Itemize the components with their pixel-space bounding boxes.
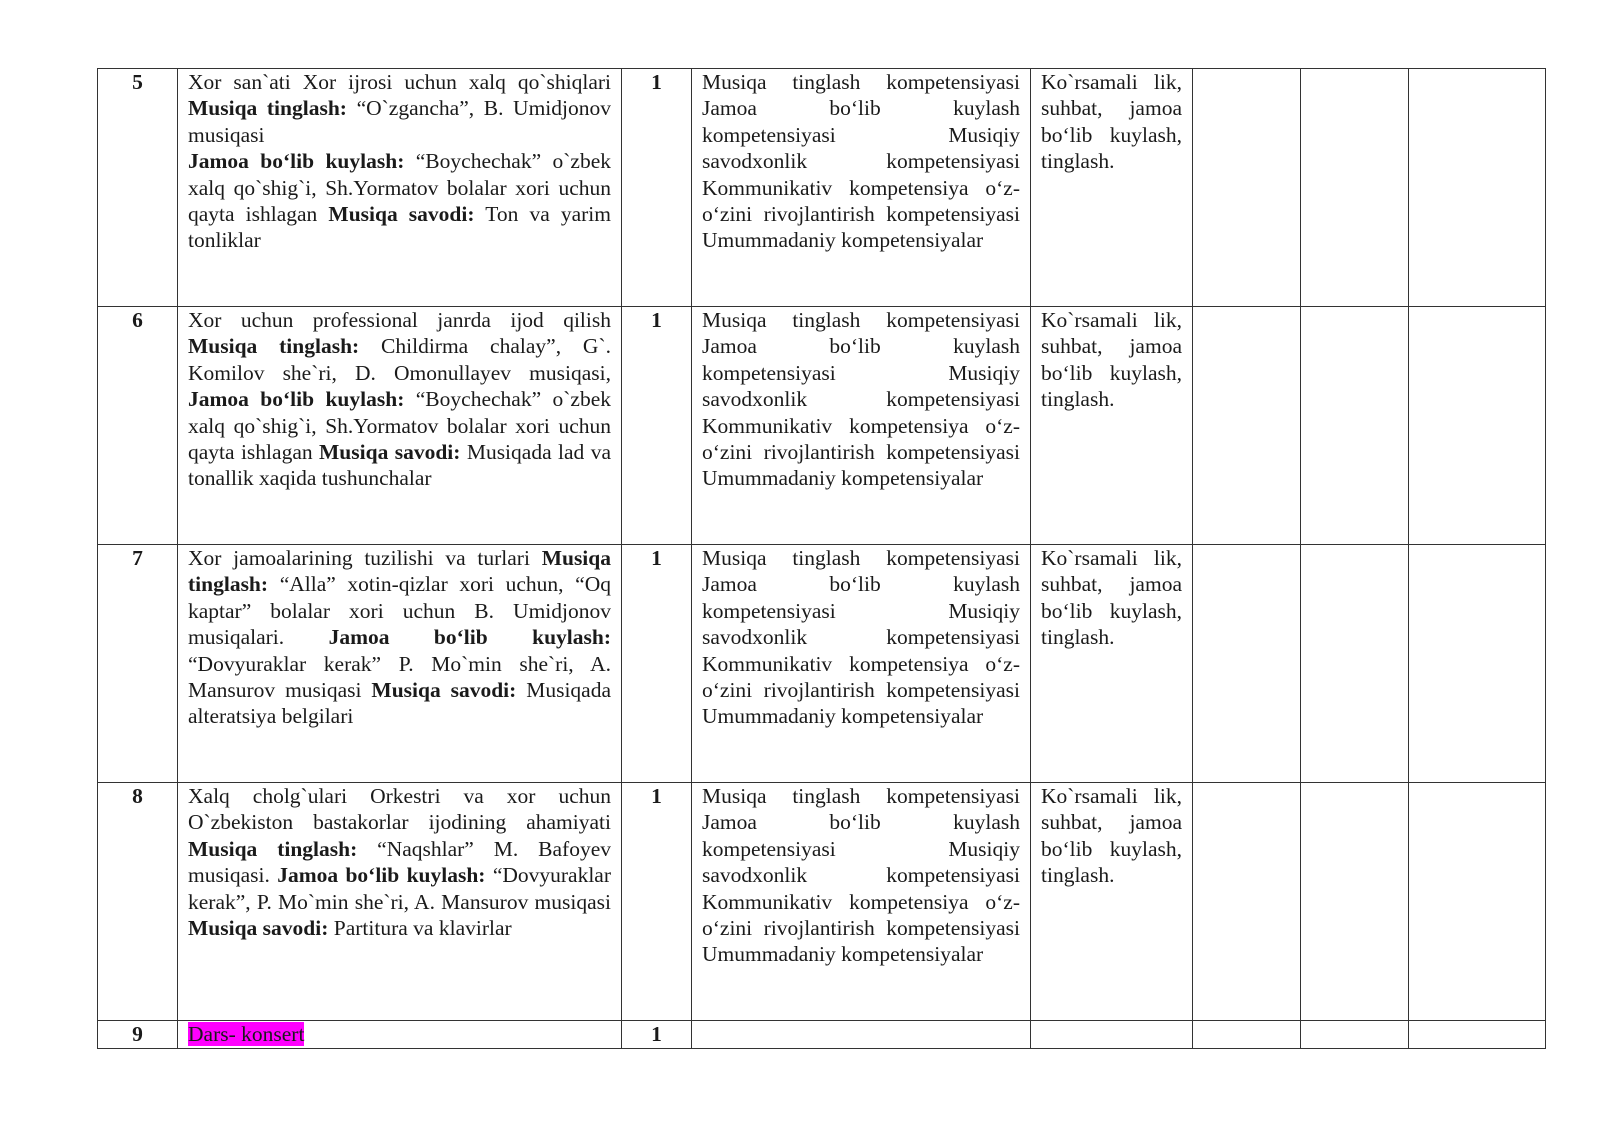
highlighted-topic: Dars- konsert bbox=[188, 1022, 305, 1046]
lesson-topic bbox=[178, 545, 622, 783]
lesson-competencies: Musiqa tinglash kompetensiyasi Jamoa bo‘lib kuylash kompetensiyasi Musiqiy savodxonlik kompetensiyasi Kommunikativ kompetensiya o‘z-o‘zini rivojlantirish kompetensiyasi Umummadaniy kompetensiyalar bbox=[692, 545, 1031, 783]
lesson-topic bbox=[178, 1021, 622, 1049]
singing-text: “Dovyuraklar kerak”, P. Mo`min she`ri, A. Mansurov musiqasi bbox=[188, 863, 612, 914]
lesson-methods: Ko`rsamali lik, suhbat, jamoa bo‘lib kuylash, tinglash. bbox=[1031, 69, 1193, 307]
listening-text: Childirma chalay”, G`. Komilov she`ri, D. Omonullayev musiqasi, bbox=[188, 334, 611, 385]
lesson-hours: 1 bbox=[622, 545, 692, 783]
table-row bbox=[98, 1021, 1546, 1049]
lesson-topic bbox=[178, 783, 622, 1021]
literacy-text: Musiqada lad va tonallik xaqida tushunchalar bbox=[188, 440, 611, 491]
empty-cell bbox=[1301, 307, 1409, 545]
topic-title: Xor san`ati Xor ijrosi uchun xalq qo`shiqlari bbox=[188, 70, 611, 94]
listening-label: Musiqa tinglash: bbox=[188, 334, 360, 359]
empty-cell bbox=[1409, 1021, 1546, 1049]
lesson-competencies: Musiqa tinglash kompetensiyasi Jamoa bo‘lib kuylash kompetensiyasi Musiqiy savodxonlik kompetensiyasi Kommunikativ kompetensiya o‘z-o‘zini rivojlantirish kompetensiyasi Umummadaniy kompetensiyalar bbox=[692, 307, 1031, 545]
lesson-methods: Ko`rsamali lik, suhbat, jamoa bo‘lib kuylash, tinglash. bbox=[1031, 307, 1193, 545]
empty-cell bbox=[1409, 545, 1546, 783]
singing-text: “Dovyuraklar kerak” P. Mo`min she`ri, A. Mansurov musiqasi bbox=[188, 651, 611, 703]
empty-cell bbox=[1031, 1021, 1193, 1049]
lesson-topic bbox=[178, 307, 622, 545]
empty-cell bbox=[1193, 69, 1301, 307]
literacy-text: Musiqada alteratsiya belgilari bbox=[188, 678, 612, 729]
empty-cell bbox=[1409, 69, 1546, 307]
lesson-plan-table bbox=[97, 68, 1546, 1049]
empty-cell bbox=[1193, 545, 1301, 783]
empty-cell bbox=[1301, 69, 1409, 307]
lesson-number: 6 bbox=[98, 307, 178, 545]
empty-cell bbox=[1193, 783, 1301, 1021]
listening-label: Musiqa tinglash: bbox=[188, 96, 347, 121]
empty-cell bbox=[1409, 783, 1546, 1021]
table-row bbox=[98, 545, 1546, 783]
lesson-number: 8 bbox=[98, 783, 178, 1021]
lesson-methods: Ko`rsamali lik, suhbat, jamoa bo‘lib kuylash, tinglash. bbox=[1031, 783, 1193, 1021]
empty-cell bbox=[1193, 307, 1301, 545]
topic-title: Xor uchun professional janrda ijod qilish bbox=[188, 308, 611, 332]
literacy-label: Musiqa savodi: bbox=[371, 678, 517, 703]
lesson-hours: 1 bbox=[622, 1021, 692, 1049]
literacy-label: Musiqa savodi: bbox=[188, 916, 329, 941]
lesson-topic bbox=[178, 69, 622, 307]
literacy-text: Ton va yarim tonliklar bbox=[188, 202, 611, 253]
empty-cell bbox=[1193, 1021, 1301, 1049]
singing-label: Jamoa bo‘lib kuylash: bbox=[277, 863, 486, 888]
lesson-methods: Ko`rsamali lik, suhbat, jamoa bo‘lib kuylash, tinglash. bbox=[1031, 545, 1193, 783]
singing-text: “Boychechak” o`zbek xalq qo`shig`i, Sh.Yormatov bolalar xori uchun qayta ishlagan bbox=[188, 149, 612, 227]
lesson-number: 7 bbox=[98, 545, 178, 783]
empty-cell bbox=[1301, 545, 1409, 783]
singing-label: Jamoa bo‘lib kuylash: bbox=[328, 625, 611, 650]
empty-cell bbox=[1409, 307, 1546, 545]
lesson-number: 5 bbox=[98, 69, 178, 307]
literacy-label: Musiqa savodi: bbox=[319, 440, 461, 465]
topic-title: Xor jamoalarining tuzilishi va turlari bbox=[188, 546, 530, 570]
listening-text: “Naqshlar” M. Bafoyev musiqasi. bbox=[188, 836, 611, 888]
empty-cell bbox=[1301, 1021, 1409, 1049]
table-row bbox=[98, 69, 1546, 307]
table-row bbox=[98, 783, 1546, 1021]
topic-title: Xalq cholg`ulari Orkestri va xor uchun O`zbekiston bastakorlar ijodining ahamiyati bbox=[188, 784, 611, 835]
listening-text: “O`zgancha”, B. Umidjonov musiqasi bbox=[188, 96, 611, 147]
table-row bbox=[98, 307, 1546, 545]
empty-cell bbox=[692, 1021, 1031, 1049]
empty-cell bbox=[1301, 783, 1409, 1021]
literacy-text: Partitura va klavirlar bbox=[333, 916, 512, 941]
lesson-hours: 1 bbox=[622, 783, 692, 1021]
listening-label: Musiqa tinglash: bbox=[188, 836, 358, 861]
listening-label: Musiqa tinglash: bbox=[188, 546, 611, 597]
lesson-hours: 1 bbox=[622, 307, 692, 545]
listening-text: “Alla” xotin-qizlar xori uchun, “Oq kaptar” bolalar xori uchun B. Umidjonov musiqalari. bbox=[188, 572, 611, 650]
lesson-competencies: Musiqa tinglash kompetensiyasi Jamoa bo‘lib kuylash kompetensiyasi Musiqiy savodxonlik kompetensiyasi Kommunikativ kompetensiya o‘z-o‘zini rivojlantirish kompetensiyasi Umummadaniy kompetensiyalar bbox=[692, 783, 1031, 1021]
singing-label: Jamoa bo‘lib kuylash: bbox=[188, 149, 405, 174]
lesson-number: 9 bbox=[98, 1021, 178, 1049]
lesson-competencies: Musiqa tinglash kompetensiyasi Jamoa bo‘lib kuylash kompetensiyasi Musiqiy savodxonlik kompetensiyasi Kommunikativ kompetensiya o‘z-o‘zini rivojlantirish kompetensiyasi Umummadaniy kompetensiyalar bbox=[692, 69, 1031, 307]
singing-label: Jamoa bo‘lib kuylash: bbox=[188, 387, 405, 412]
singing-text: “Boychechak” o`zbek xalq qo`shig`i, Sh.Yormatov bolalar xori uchun qayta ishlagan bbox=[188, 387, 612, 465]
lesson-hours: 1 bbox=[622, 69, 692, 307]
literacy-label: Musiqa savodi: bbox=[328, 202, 475, 227]
